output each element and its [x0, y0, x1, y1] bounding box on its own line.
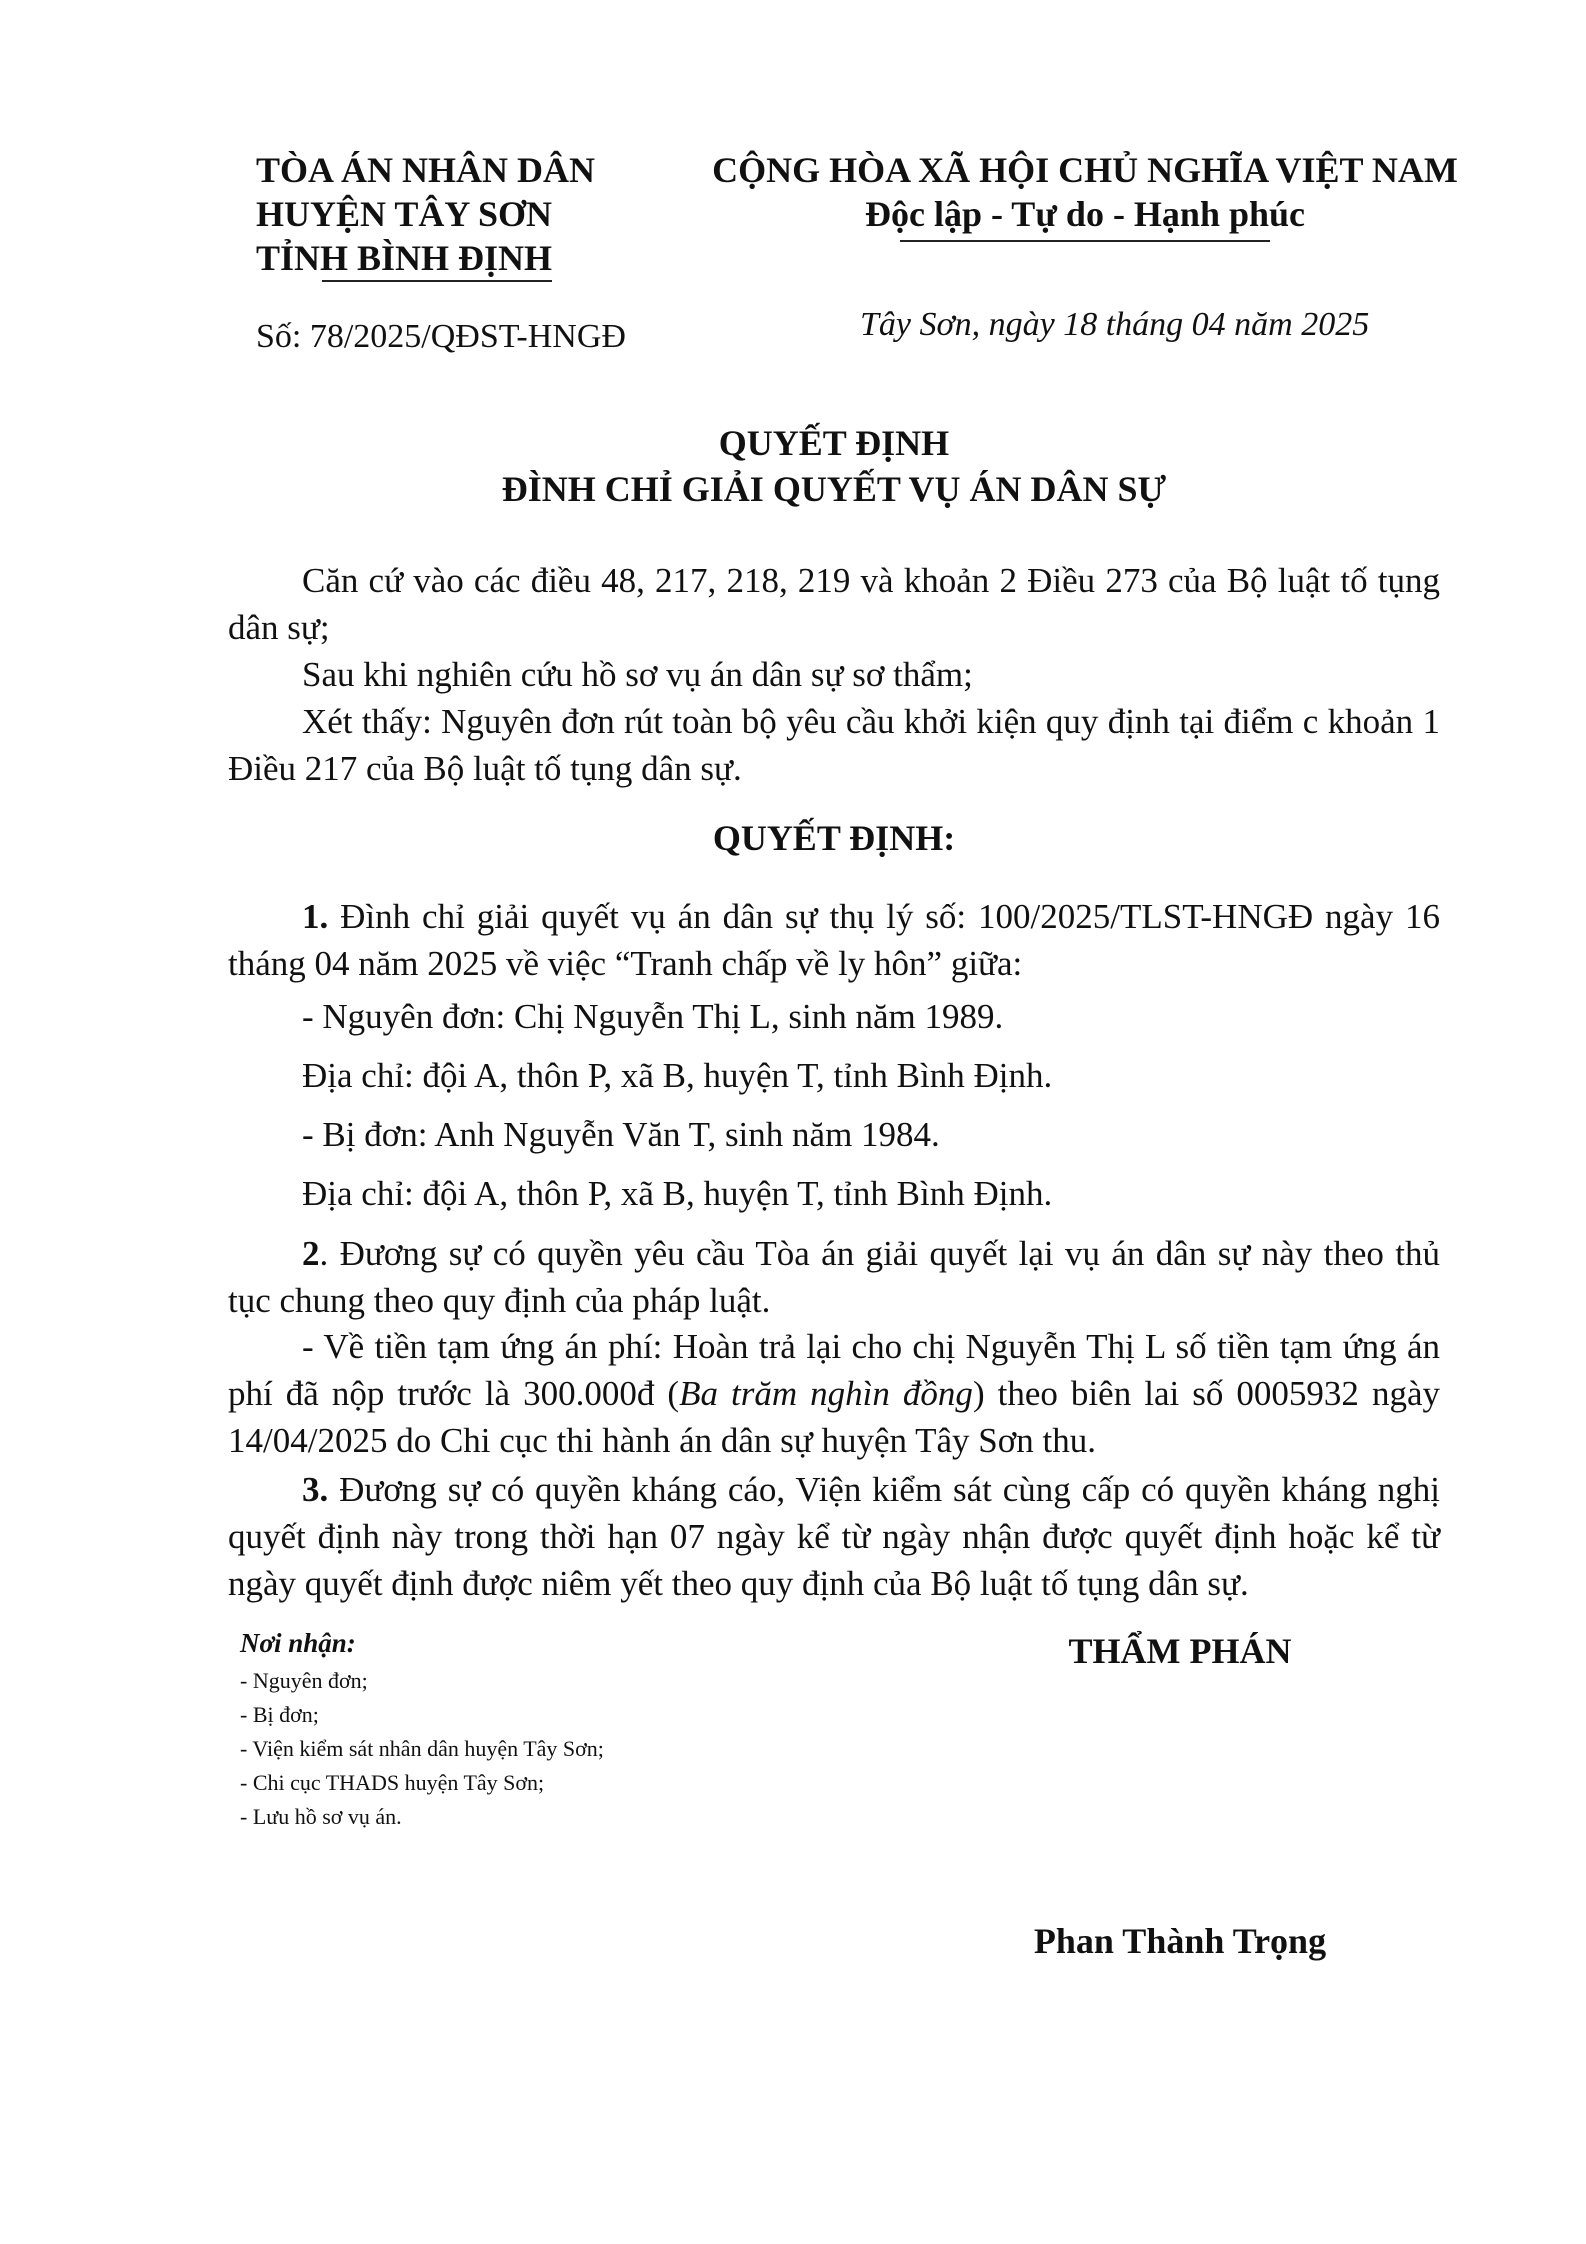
fee-text-b: ) theo biên lai số 0005932 ngày 14/04/2025 do Chi cục thi hành án dân sự huyện Tây Sơn thu.: [228, 1374, 1440, 1460]
item-3-text: Đương sự có quyền kháng cáo, Viện kiểm sát cùng cấp có quyền kháng nghị quyết định này trong thời hạn 07 ngày kể từ ngày nhận được quyết định hoặc kể từ ngày quyết định được niêm yết theo quy định của Bộ luật tố tụng dân sự.: [228, 1470, 1440, 1603]
recipient-item: - Lưu hồ sơ vụ án.: [240, 1804, 402, 1829]
recipient-item: - Chi cục THADS huyện Tây Sơn;: [240, 1770, 545, 1795]
decision-item-3: [228, 1466, 1440, 1607]
nation-block: [690, 148, 1480, 236]
recipients-heading: Nơi nhận:: [240, 1628, 356, 1658]
preamble-paragraph-2: Sau khi nghiên cứu hồ sơ vụ án dân sự sơ thẩm;: [302, 655, 973, 694]
court-underline: [322, 280, 552, 282]
court-name-line2: HUYỆN TÂY SƠN: [256, 194, 553, 234]
item-3-number: 3.: [302, 1470, 329, 1509]
document-number: Số: 78/2025/QĐST-HNGĐ: [256, 318, 626, 355]
document-title: [228, 420, 1440, 512]
fee-text-italic: Ba trăm nghìn đồng: [679, 1374, 973, 1413]
defendant-line: - Bị đơn: Anh Nguyễn Văn T, sinh năm 1984.: [302, 1115, 940, 1154]
signer-name: Phan Thành Trọng: [1033, 1921, 1327, 1961]
court-name-block: [256, 148, 676, 280]
preamble-text-1: Căn cứ vào các điều 48, 217, 218, 219 và khoản 2 Điều 273 của Bộ luật tố tụng dân sự;: [228, 561, 1440, 647]
defendant-address: Địa chỉ: đội A, thôn P, xã B, huyện T, tỉnh Bình Định.: [302, 1174, 1053, 1213]
plaintiff-line: - Nguyên đơn: Chị Nguyễn Thị L, sinh năm 1989.: [302, 997, 1004, 1036]
title-line2: ĐÌNH CHỈ GIẢI QUYẾT VỤ ÁN DÂN SỰ: [501, 469, 1167, 509]
recipient-item: - Nguyên đơn;: [240, 1668, 368, 1693]
fee-paragraph: [228, 1323, 1440, 1464]
item-1-text: Đình chỉ giải quyết vụ án dân sự thụ lý số: 100/2025/TLST-HNGĐ ngày 16 tháng 04 năm 2025 về việc “Tranh chấp về ly hôn” giữa:: [228, 897, 1440, 983]
preamble-text-3: Xét thấy: Nguyên đơn rút toàn bộ yêu cầu khởi kiện quy định tại điểm c khoản 1 Điều 217 của Bộ luật tố tụng dân sự.: [228, 702, 1440, 788]
plaintiff-address: Địa chỉ: đội A, thôn P, xã B, huyện T, tỉnh Bình Định.: [302, 1056, 1053, 1095]
preamble-paragraph-3: [228, 698, 1440, 792]
court-name-line1: TÒA ÁN NHÂN DÂN: [256, 150, 596, 190]
title-line1: QUYẾT ĐỊNH: [718, 423, 950, 463]
decision-heading: QUYẾT ĐỊNH:: [712, 818, 956, 858]
place-date: Tây Sơn, ngày 18 tháng 04 năm 2025: [860, 306, 1370, 343]
preamble-paragraph-1: [228, 557, 1440, 651]
nation-slogan: Độc lập - Tự do - Hạnh phúc: [864, 194, 1306, 234]
court-name-line3: TỈNH BÌNH ĐỊNH: [256, 238, 553, 278]
decision-item-1: [228, 893, 1440, 987]
fee-text-a: - Về tiền tạm ứng án phí: Hoàn trả lại cho chị Nguyễn Thị L số tiền tạm ứng án phí đã nộp trước là 300.000đ (: [228, 1327, 1440, 1413]
decision-item-2: [228, 1230, 1440, 1324]
recipient-item: - Viện kiểm sát nhân dân huyện Tây Sơn;: [240, 1736, 604, 1761]
slogan-underline: [900, 240, 1270, 242]
item-1-number: 1.: [302, 897, 329, 936]
item-2-text: . Đương sự có quyền yêu cầu Tòa án giải quyết lại vụ án dân sự này theo thủ tục chung theo quy định của pháp luật.: [228, 1234, 1440, 1320]
nation-motto: CỘNG HÒA XÃ HỘI CHỦ NGHĨA VIỆT NAM: [712, 150, 1458, 190]
item-2-number: 2: [302, 1234, 320, 1273]
recipient-item: - Bị đơn;: [240, 1702, 319, 1727]
signer-role: THẨM PHÁN: [1068, 1631, 1292, 1671]
